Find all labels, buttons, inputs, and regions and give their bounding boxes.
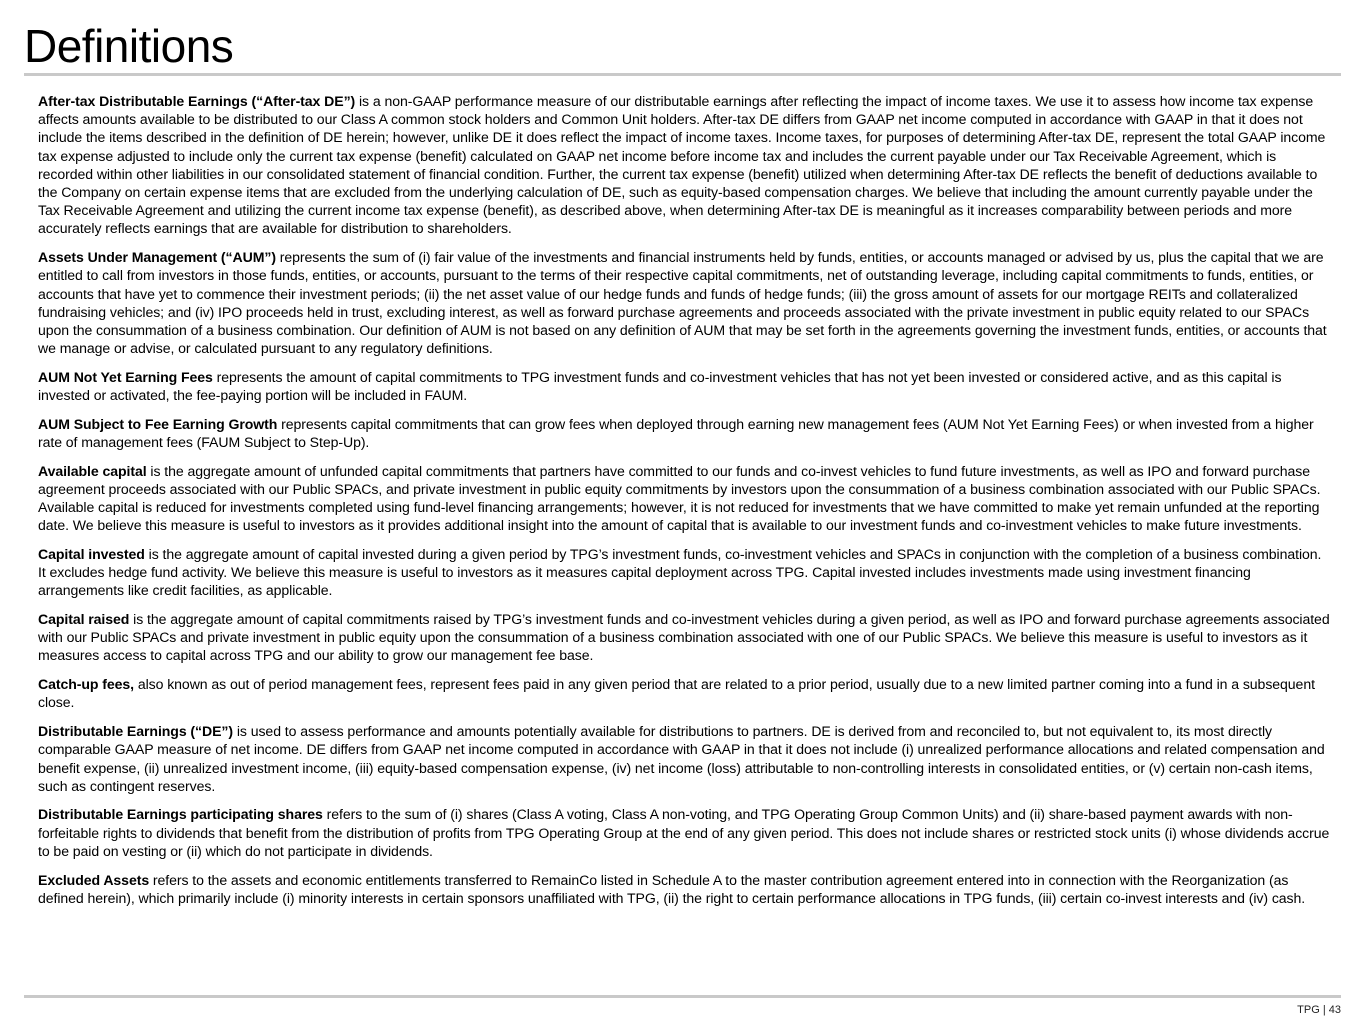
- definition-capital-invested: [38, 545, 1330, 600]
- page-footer: TPG | 43: [1297, 1004, 1341, 1016]
- definition-text: is the aggregate amount of capital commitments raised by TPG’s investment funds and co-investment vehicles during a given period, as well as IPO and forward purchase agreements associated with our Public SPACs and private investment in public equity upon the consummation of a business combination associated with one of our Public SPACs. We believe this measure is useful to investors as it measures access to capital across TPG and our ability to grow our management fee base.: [38, 611, 1330, 664]
- definition-catch-up-fees: [38, 675, 1330, 711]
- definition-aum-subject-to-fee-earning-growth: [38, 415, 1330, 451]
- definition-term: After-tax Distributable Earnings (“After-tax DE”): [38, 93, 356, 109]
- definition-de-participating-shares: [38, 805, 1330, 860]
- definition-term: Available capital: [38, 462, 147, 479]
- definition-term: Distributable Earnings (“DE”): [38, 723, 234, 740]
- definition-excluded-assets: [38, 871, 1330, 907]
- definition-aum-not-yet-earning-fees: [38, 368, 1330, 404]
- definition-text: refers to the sum of (i) shares (Class A voting, Class A non-voting, and TPG Operating Group Common Units) and (ii) share-based payment awards with non-forfeitable rights to dividends that benefit from the distribution of profits from TPG Operating Group at the end of any given period. This does not include shares or restricted stock units (i) whose dividends accrue to be paid on vesting or (ii) which do not participate in dividends.: [38, 806, 1330, 859]
- definition-term: AUM Subject to Fee Earning Growth: [38, 415, 278, 432]
- definition-text: represents the sum of (i) fair value of the investments and financial instruments held by funds, entities, or accounts managed or advised by us, plus the capital that we are entitled to call from investors in those funds, entities, or accounts, pursuant to the terms of their respective capital commitments, net of outstanding leverage, including capital commitments to funds, entities, or accounts that have yet to commence their investment periods; (ii) the net asset value of our hedge funds and funds of hedge funds; (iii) the gross amount of assets for our mortgage REITs and collateralized fundraising vehicles; and (iv) IPO proceeds held in trust, excluding interest, as well as forward purchase agreements and proceeds associated with the private investment in public equity related to our SPACs upon the consummation of a business combination. Our definition of AUM is not based on any definition of AUM that may be set forth in the agreements governing the investment funds, entities, or accounts that we manage or advise, or calculated pursuant to any regulatory definitions.: [38, 249, 1327, 357]
- definition-distributable-earnings: [38, 722, 1330, 795]
- footer-divider: [24, 995, 1341, 998]
- definition-term: Catch-up fees,: [38, 676, 134, 693]
- definition-text: represents the amount of capital commitments to TPG investment funds and co-investment vehicles that has not yet been invested or considered active, and as this capital is invested or activated, the fee-paying portion will be included in FAUM.: [38, 368, 1282, 404]
- definition-term: Distributable Earnings participating shares: [38, 806, 323, 823]
- definition-term: Excluded Assets: [38, 871, 150, 888]
- definition-text: is used to assess performance and amounts potentially available for distributions to partners. DE is derived from and reconciled to, but not equivalent to, its most directly comparable GAAP measure of net income. DE differs from GAAP net income computed in accordance with GAAP in that it does not include (i) unrealized performance allocations and related compensation and benefit expense, (ii) unrealized investment income, (iii) equity-based compensation expense, (iv) net income (loss) attributable to non-controlling interests in consolidated entities, or (v) certain non-cash items, such as contingent reserves.: [38, 723, 1325, 794]
- definitions-list: [38, 92, 1330, 917]
- definition-text: refers to the assets and economic entitlements transferred to RemainCo listed in Schedule A to the master contribution agreement entered into in connection with the Reorganization (as defined herein), which primarily include (i) minority interests in certain sponsors unaffiliated with TPG, (ii) the right to certain performance allocations in TPG funds, (iii) certain co-invest interests and (iv) cash.: [38, 871, 1306, 906]
- title-divider: [24, 73, 1341, 76]
- definition-available-capital: [38, 462, 1330, 535]
- definition-term: Capital raised: [38, 611, 130, 628]
- definition-capital-raised: [38, 610, 1330, 665]
- definition-text: also known as out of period management fees, represent fees paid in any given period that are related to a prior period, usually due to a new limited partner coming into a fund in a subsequent close.: [38, 676, 1315, 711]
- definition-text: is the aggregate amount of capital invested during a given period by TPG’s investment funds, co-investment vehicles and SPACs in conjunction with the completion of a business combination. It excludes hedge fund activity. We believe this measure is useful to investors as it measures capital deployment across TPG. Capital invested includes investments made using investment financing arrangements like credit facilities, as applicable.: [38, 545, 1322, 599]
- definition-term: AUM Not Yet Earning Fees: [38, 368, 213, 385]
- definition-aum: [38, 248, 1330, 357]
- definition-text: is a non-GAAP performance measure of our distributable earnings after reflecting the impact of income taxes. We use it to assess how income tax expense affects amounts available to be distributed to our Class A common stock holders and Common Unit holders. After-tax DE differs from GAAP net income computed in accordance with GAAP in that it does not include the items described in the definition of DE herein; however, unlike DE it does reflect the impact of income taxes. Income taxes, for purposes of determining After-tax DE, represent the total GAAP income tax expense adjusted to include only the current tax expense (benefit) calculated on GAAP net income before income tax and includes the current payable under our Tax Receivable Agreement, which is recorded within other liabilities in our consolidated statement of financial condition. Further, the current tax expense (benefit) utilized when determining After-tax DE reflects the benefit of deductions available to the Company on certain expense items that are excluded from the underlying calculation of DE, such as equity-based compensation charges. We believe that including the amount currently payable under the Tax Receivable Agreement and utilizing the current income tax expense (benefit), as described above, when determining After-tax DE is meaningful as it increases comparability between periods and more accurately reflects earnings that are available for distribution to shareholders.: [38, 93, 1326, 237]
- page-title: Definitions: [24, 20, 234, 72]
- definition-after-tax-de: [38, 92, 1330, 238]
- definition-term: Assets Under Management (“AUM”): [38, 249, 276, 266]
- definition-term: Capital invested: [38, 545, 145, 562]
- definition-text: is the aggregate amount of unfunded capital commitments that partners have committed to our funds and co-invest vehicles to fund future investments, as well as IPO and forward purchase agreement proceeds associated with our Public SPACs, and private investment in public equity commitments by investors upon the consummation of a business combination associated with our Public SPACs. Available capital is reduced for investments completed using fund-level financing arrangements; however, it is not reduced for investments that we have committed to make yet remain unfunded at the reporting date. We believe this measure is useful to investors as it provides additional insight into the amount of capital that is available to our investment funds and co-investment vehicles to make future investments.: [38, 462, 1321, 534]
- definition-text: represents capital commitments that can grow fees when deployed through earning new management fees (AUM Not Yet Earning Fees) or when invested from a higher rate of management fees (FAUM Subject to Step-Up).: [38, 415, 1314, 450]
